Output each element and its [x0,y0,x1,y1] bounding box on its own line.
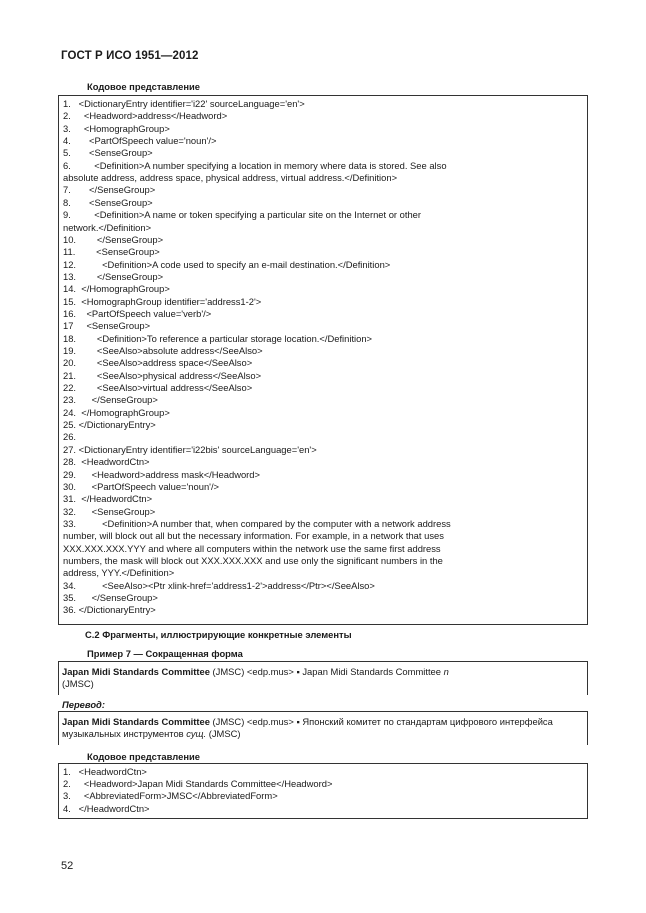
translation-tail: (JMSC) [206,728,241,740]
code-1-line: 15. <HomographGroup identifier='address1-2'> [63,295,262,307]
code-1-line: network.</Definition> [63,221,152,233]
translation-bold: Japan Midi Standards Committee [62,716,210,727]
code-1-line: number, will block out all but the necessary information. For example, in a network that uses [63,530,444,542]
example-7-rest: (JMSC) <edp.mus> ▪ Japan Midi Standards Committee [209,666,444,677]
code-2-line: 3. <AbbreviatedForm>JMSC</AbbreviatedForm> [63,790,278,802]
translation-rest: (JMSC) <edp.mus> ▪ Японский комитет по стандартам цифрового интерфейса музыкальных инструментов [62,716,553,740]
code-box-2 [58,763,588,819]
code-1-line: 24. </HomographGroup> [63,406,170,418]
code-1-line: 14. </HomographGroup> [63,283,170,295]
code-1-line: 28. <HeadwordCtn> [63,456,150,468]
code-1-line: absolute address, address space, physical address, virtual address.</Definition> [63,172,398,184]
example-7-text [62,666,590,691]
page-number: 52 [61,860,74,872]
code-1-line: 18. <Definition>To reference a particular storage location.</Definition> [63,332,373,344]
code-1-line: 34. <SeeAlso><Ptr xlink-href='address1-2'>address</Ptr></SeeAlso> [63,579,375,591]
code-1-line: 26. [63,431,77,443]
code-heading-2: Кодовое представление [87,751,200,762]
translation-italic: сущ. [186,728,207,740]
code-1-line: 33. <Definition>A number that, when compared by the computer with a network address [63,517,451,529]
code-1-line: XXX.XXX.XXX.YYY and where all computers within the network use the same first address [63,542,441,554]
page-header: ГОСТ Р ИСО 1951—2012 [61,50,199,62]
code-1-line: 12. <Definition>A code used to specify an e-mail destination.</Definition> [63,258,391,270]
section-c2-title: С.2 Фрагменты, иллюстрирующие конкретные элементы [85,629,352,640]
example-7-bold: Japan Midi Standards Committee [62,666,210,677]
code-1-line: 27. <DictionaryEntry identifier='i22bis' sourceLanguage='en'> [63,443,317,455]
code-1-line: 11. <SenseGroup> [63,246,160,258]
code-1-line: 2. <Headword>address</Headword> [63,110,228,122]
code-1-line: 19. <SeeAlso>absolute address</SeeAlso> [63,345,263,356]
code-1-line: 32. <SenseGroup> [63,505,156,517]
code-2-line: 1. <HeadwordCtn> [63,766,147,777]
code-2-line: 4. </HeadwordCtn> [63,802,150,814]
translation-label: Перевод: [62,699,105,710]
example-7-line2: (JMSC) [62,678,94,690]
code-1-line: 1. <DictionaryEntry identifier='i22' sourceLanguage='en'> [63,98,305,109]
code-1-line: 36. </DictionaryEntry> [63,604,156,616]
code-1-line: 16. <PartOfSpeech value='verb'/> [63,307,212,319]
code-1-line: 3. <HomographGroup> [63,122,170,134]
code-1-line: 6. <Definition>A number specifying a location in memory where data is stored. See also [63,159,447,171]
code-1-line: 9. <Definition>A name or token specifying a particular site on the Internet or other [63,209,422,221]
code-1-line: 5. <SenseGroup> [63,147,153,159]
code-1-line: 20. <SeeAlso>address space</SeeAlso> [63,357,253,369]
code-1-line: 10. </SenseGroup> [63,233,164,245]
code-1-line: 21. <SeeAlso>physical address</SeeAlso> [63,369,262,381]
code-1-line: 4. <PartOfSpeech value='noun'/> [63,135,217,147]
translation-text [62,716,590,741]
code-1-line: 35. </SenseGroup> [63,592,158,603]
code-1-line: 31. </HeadwordCtn> [63,493,153,505]
code-heading-1: Кодовое представление [87,81,200,92]
code-1-line: 23. </SenseGroup> [63,394,158,406]
example-7-title: Пример 7 — Сокращенная форма [87,648,243,659]
code-1-line: 17 <SenseGroup> [63,320,151,332]
example-7-italic: n [443,666,449,677]
code-1-line: 13. </SenseGroup> [63,270,164,282]
code-1-line: 7. </SenseGroup> [63,184,156,196]
code-1-line: 25. </DictionaryEntry> [63,419,156,431]
code-1-line: 30. <PartOfSpeech value='noun'/> [63,480,220,492]
code-1-line: numbers, the mask will block out XXX.XXX.XXX and use only the significant numbers in the [63,554,443,566]
code-1-line: address, YYY.</Definition> [63,567,175,579]
code-1-line: 22. <SeeAlso>virtual address</SeeAlso> [63,382,253,394]
code-2-line: 2. <Headword>Japan Midi Standards Committee</Headword> [63,778,333,790]
code-1-line: 29. <Headword>address mask</Headword> [63,468,260,480]
code-1-line: 8. <SenseGroup> [63,196,153,208]
code-box-1 [58,95,588,625]
